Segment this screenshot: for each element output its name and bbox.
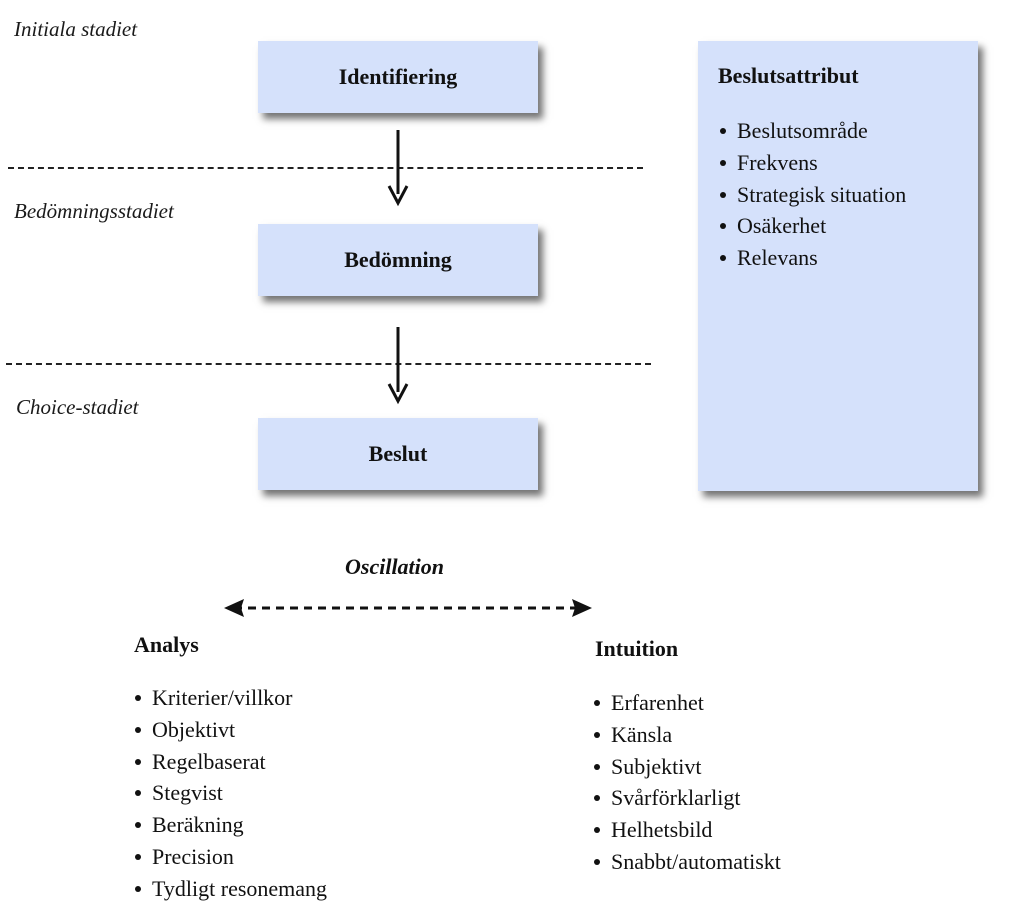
- stage-label-initial: Initiala stadiet: [14, 17, 138, 41]
- stage-label-choice: Choice-stadiet: [16, 395, 139, 419]
- arrow-down-1: [389, 130, 407, 203]
- process-label-decision: Beslut: [368, 441, 428, 466]
- intuition-item: Känsla: [592, 719, 781, 751]
- analysis-item: Stegvist: [133, 777, 327, 809]
- decision-attributes-box: [698, 41, 978, 491]
- intuition-item: Snabbt/automatiskt: [592, 846, 781, 878]
- intuition-item: Helhetsbild: [592, 814, 781, 846]
- analysis-item: Kriterier/villkor: [133, 682, 327, 714]
- attribute-item: Relevans: [718, 242, 978, 274]
- analysis-item: Objektivt: [133, 714, 327, 746]
- attribute-item: Strategisk situation: [718, 179, 978, 211]
- intuition-item: Svårförklarligt: [592, 782, 781, 814]
- analysis-item: Beräkning: [133, 809, 327, 841]
- process-label-identification: Identifiering: [338, 64, 458, 89]
- intuition-title: Intuition: [595, 636, 679, 661]
- analysis-item: Tydligt resonemang: [133, 873, 327, 905]
- attribute-item: Osäkerhet: [718, 210, 978, 242]
- arrow-down-2: [389, 327, 407, 401]
- attribute-item: Frekvens: [718, 147, 978, 179]
- analysis-list: [133, 682, 327, 905]
- stage-label-assessment: Bedömningsstadiet: [14, 199, 174, 223]
- attribute-item: Beslutsområde: [718, 115, 978, 147]
- intuition-item: Erfarenhet: [592, 687, 781, 719]
- attributes-title: Beslutsattribut: [718, 63, 859, 88]
- intuition-list: [592, 687, 781, 878]
- process-label-assessment: Bedömning: [344, 247, 452, 272]
- intuition-item: Subjektivt: [592, 751, 781, 783]
- analysis-item: Precision: [133, 841, 327, 873]
- oscillation-label: Oscillation: [345, 554, 445, 579]
- oscillation-arrow: [224, 599, 592, 617]
- analysis-title: Analys: [134, 632, 199, 657]
- attributes-list: [718, 115, 978, 274]
- analysis-item: Regelbaserat: [133, 746, 327, 778]
